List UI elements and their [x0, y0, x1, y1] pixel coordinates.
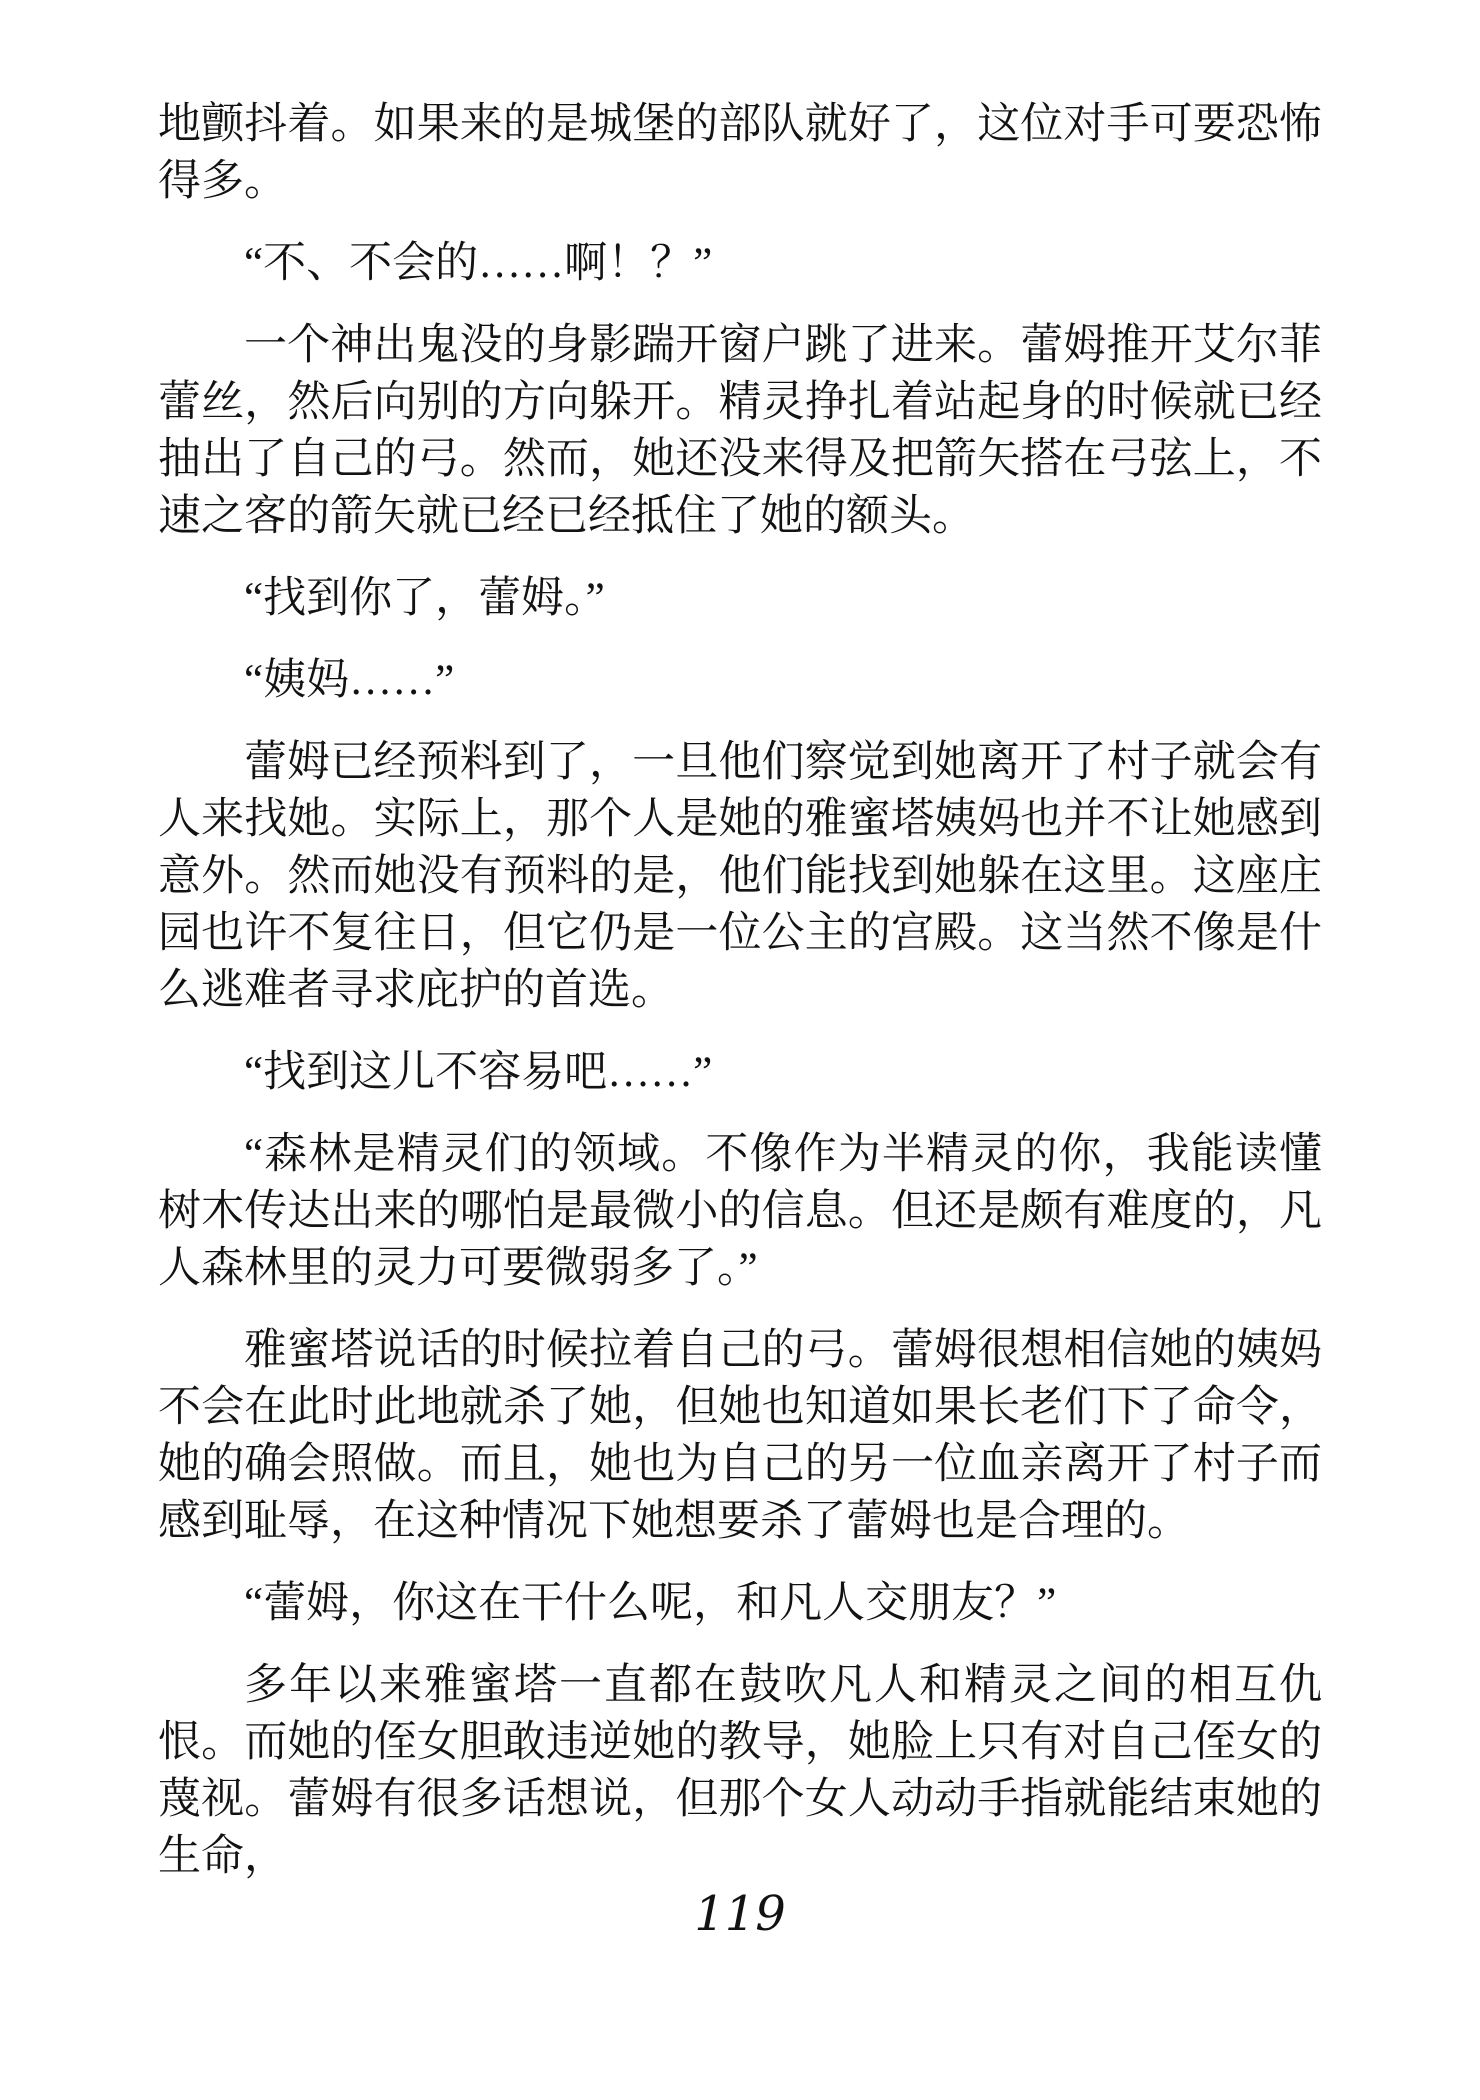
narration-paragraph: 多年以来雅蜜塔一直都在鼓吹凡人和精灵之间的相互仇恨。而她的侄女胆敢违逆她的教导，她脸上只有对自己侄女的蔑视。蕾姆有很多话想说，但那个女人动动手指就能结束她的生命，: [158, 1662, 1322, 1880]
narration-paragraph: 蕾姆已经预料到了，一旦他们察觉到她离开了村子就会有人来找她。实际上，那个人是她的雅蜜塔姨妈也并不让她感到意外。然而她没有预料的是，他们能找到她躲在这里。这座庄园也许不复往日，但它仍是一位公主的宫殿。这当然不像是什么逃难者寻求庇护的首选。: [158, 739, 1322, 1014]
paragraph-continuation: 地颤抖着。如果来的是城堡的部队就好了，这位对手可要恐怖得多。: [158, 101, 1322, 205]
narration-paragraph: 雅蜜塔说话的时候拉着自己的弓。蕾姆很想相信她的姨妈不会在此时此地就杀了她，但她也知道如果长老们下了命令，她的确会照做。而且，她也为自己的另一位血亲离开了村子而感到耻辱，在这种情况下她想要杀了蕾姆也是合理的。: [158, 1327, 1322, 1545]
text-content: [158, 96, 1322, 1885]
dialogue-line: “不、不会的……啊！？”: [244, 240, 713, 287]
narration-paragraph: 一个神出鬼没的身影踹开窗户跳了进来。蕾姆推开艾尔菲蕾丝，然后向别的方向躲开。精灵挣扎着站起身的时候就已经抽出了自己的弓。然而，她还没来得及把箭矢搭在弓弦上，不速之客的箭矢就已经已经抵住了她的额头。: [158, 322, 1322, 540]
dialogue-line: “找到这儿不容易吧……”: [244, 1049, 713, 1096]
dialogue-line: “森林是精灵们的领域。不像作为半精灵的你，我能读懂树木传达出来的哪怕是最微小的信息。但还是颇有难度的，凡人森林里的灵力可要微弱多了。”: [158, 1131, 1322, 1292]
page-number: 119: [694, 1886, 786, 1942]
dialogue-line: “蕾姆，你这在干什么呢，和凡人交朋友？”: [244, 1580, 1057, 1627]
dialogue-line: “找到你了，蕾姆。”: [244, 575, 605, 622]
dialogue-line: “姨妈……”: [244, 657, 455, 704]
